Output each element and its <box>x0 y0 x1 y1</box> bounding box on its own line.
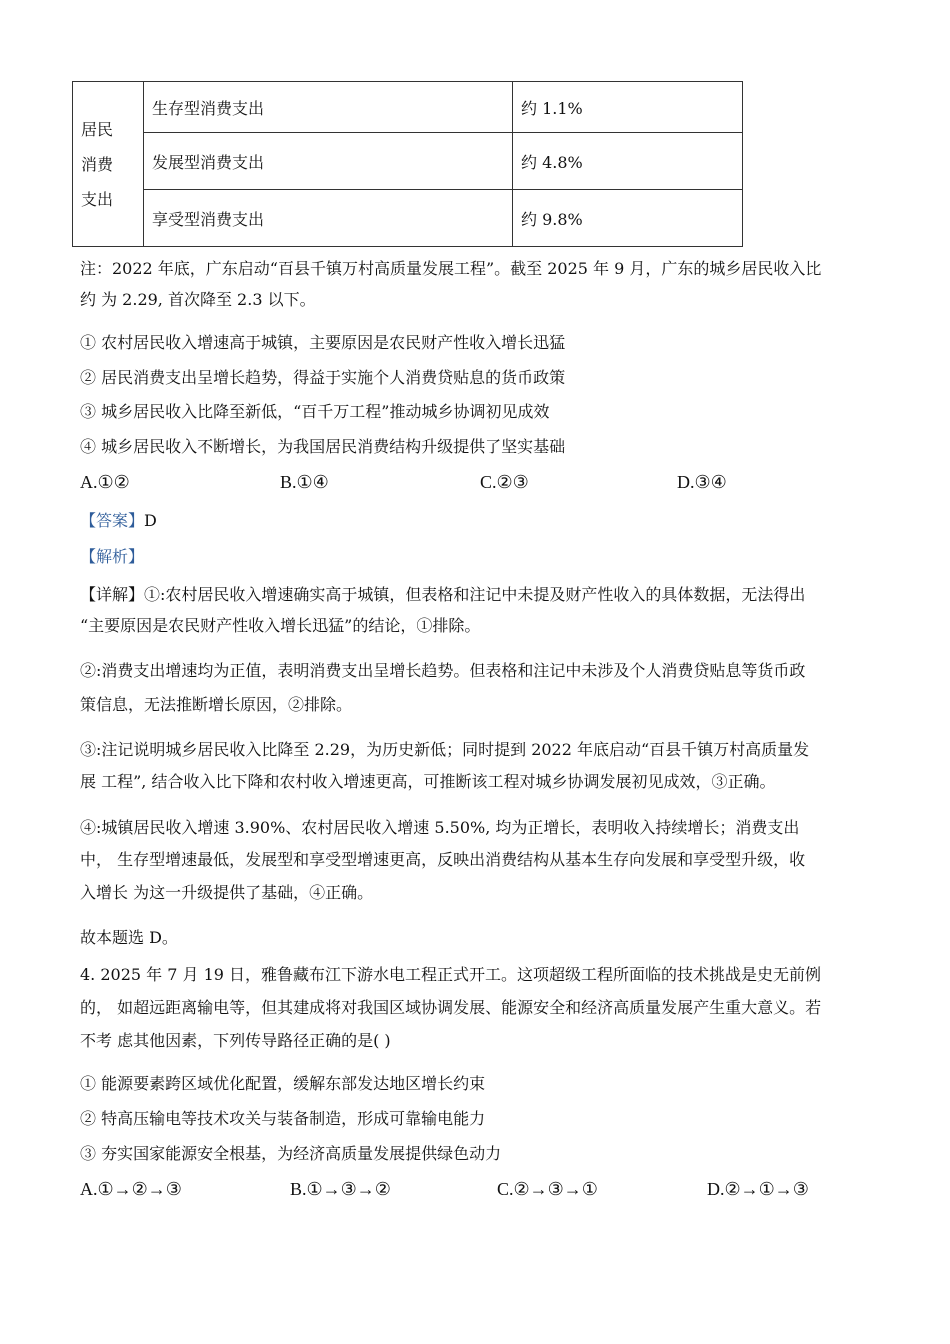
detail-line: ③:注记说明城乡居民收入比降至 2.29，为历史新低；同时提到 2022 年底启动“百县千镇万村高质量发 <box>80 740 810 759</box>
choice-d: D.②→①→③ <box>707 1179 809 1199</box>
option-item: ③ 夯实国家能源安全根基，为经济高质量发展提供绿色动力 <box>80 1144 502 1163</box>
table-cell-label: 生存型消费支出 <box>144 82 513 133</box>
choice-a: A.①② <box>80 472 130 492</box>
note-line: 约 为 2.29, 首次降至 2.3 以下。 <box>80 290 316 309</box>
table-cell-value: 约 4.8% <box>513 133 743 190</box>
note-line: 注：2022 年底，广东启动“百县千镇万村高质量发展工程”。截至 2025 年 9 月，广东的城乡居民收入比 <box>80 259 822 278</box>
analysis-label: 【解析】 <box>80 547 145 566</box>
consumption-table <box>72 81 743 247</box>
detail-line: “主要原因是农民财产性收入增长迅猛”的结论，①排除。 <box>80 616 481 635</box>
table-cell-value: 约 9.8% <box>513 190 743 247</box>
question-stem: 的， 如超远距离输电等，但其建成将对我国区域协调发展、能源安全和经济高质量发展产生重大意义。若 <box>80 998 822 1017</box>
row-header-line: 支出 <box>81 189 114 209</box>
conclusion: 故本题选 D。 <box>80 928 178 947</box>
detail-line: 展 工程”, 结合收入比下降和农村收入增速更高，可推断该工程对城乡协调发展初见成效，③正确。 <box>80 772 776 791</box>
detail-line: ④:城镇居民收入增速 3.90%、农村居民收入增速 5.50%, 均为正增长，表明收入持续增长；消费支出 <box>80 818 800 837</box>
choice-a: A.①→②→③ <box>80 1179 182 1199</box>
row-header-line: 消费 <box>81 154 114 174</box>
answer-value: D <box>144 511 157 530</box>
detail-label: 【详解】 <box>80 585 145 604</box>
answer-label: 【答案】 <box>80 511 145 530</box>
question-stem: 4. 2025 年 7 月 19 日，雅鲁藏布江下游水电工程正式开工。这项超级工程所面临的技术挑战是史无前例 <box>80 965 822 984</box>
detail-line: 入增长 为这一升级提供了基础，④正确。 <box>80 883 374 902</box>
option-item: ④ 城乡居民收入不断增长，为我国居民消费结构升级提供了坚实基础 <box>80 437 566 456</box>
option-item: ② 居民消费支出呈增长趋势，得益于实施个人消费贷贴息的货币政策 <box>80 368 566 387</box>
choice-c: C.②③ <box>480 472 529 492</box>
row-header-line: 居民 <box>81 119 114 139</box>
detail-line: ②:消费支出增速均为正值，表明消费支出呈增长趋势。但表格和注记中未涉及个人消费贷贴息等货币政 <box>80 661 806 680</box>
choice-d: D.③④ <box>677 472 727 492</box>
detail-line <box>80 585 805 605</box>
option-item: ① 农村居民收入增速高于城镇，主要原因是农民财产性收入增长迅猛 <box>80 333 566 352</box>
choice-c: C.②→③→① <box>497 1179 598 1199</box>
detail-text: ①:农村居民收入增速确实高于城镇，但表格和注记中未提及财产性收入的具体数据，无法得出 <box>144 585 806 604</box>
table-cell-label: 发展型消费支出 <box>144 133 513 190</box>
option-item: ① 能源要素跨区域优化配置，缓解东部发达地区增长约束 <box>80 1074 486 1093</box>
option-item: ③ 城乡居民收入比降至新低，“百千万工程”推动城乡协调初见成效 <box>80 402 550 421</box>
row-header <box>73 82 144 247</box>
choice-b: B.①④ <box>280 472 329 492</box>
question-stem: 不考 虑其他因素，下列传导路径正确的是( ) <box>80 1031 391 1050</box>
detail-line: 中， 生存型增速最低，发展型和享受型增速更高，反映出消费结构从基本生存向发展和享受型升级，收 <box>80 850 806 869</box>
detail-line: 策信息，无法推断增长原因，②排除。 <box>80 695 353 714</box>
table-cell-label: 享受型消费支出 <box>144 190 513 247</box>
option-item: ② 特高压输电等技术攻关与装备制造，形成可靠输电能力 <box>80 1109 486 1128</box>
answer-line <box>80 511 157 531</box>
choice-b: B.①→③→② <box>290 1179 391 1199</box>
table-cell-value: 约 1.1% <box>513 82 743 133</box>
